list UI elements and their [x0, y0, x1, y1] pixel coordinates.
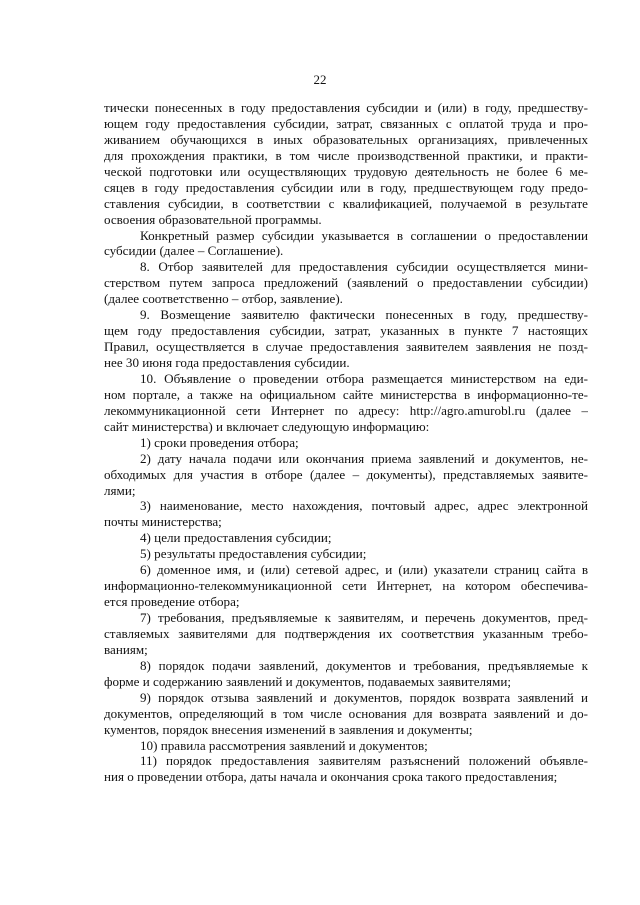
text-line: документов, определяющий в том числе основания для возврата заявлений и до-: [104, 705, 588, 721]
text-line: 5) результаты предоставления субсидии;: [140, 546, 367, 562]
text-line: лекоммуникационной сети Интернет по адресу: http://agro.amurobl.ru (далее –: [104, 402, 588, 418]
text-line: ставляемых заявителями для подтверждения их соответствия указанным требо-: [104, 625, 588, 641]
text-line: 6) доменное имя, и (или) сетевой адрес, и (или) указатели страниц сайта в: [140, 562, 588, 578]
text-line: ваниям;: [104, 641, 148, 657]
text-line: лями;: [104, 482, 136, 498]
paragraph: [104, 451, 588, 499]
text-line: 9. Возмещение заявителю фактически понесенных в году, предшеству-: [140, 307, 588, 323]
paragraph: [104, 307, 588, 371]
text-line: нее 30 июня года предоставления субсидии.: [104, 355, 350, 370]
text-line: 10) правила рассмотрения заявлений и документов;: [140, 737, 428, 753]
text-line: стерством путем запроса предложений (заявлений о предоставлении субсидии): [104, 275, 588, 291]
paragraph: [104, 371, 588, 435]
text-line: форме и содержанию заявлений и документов, подаваемых заявителями;: [104, 673, 511, 689]
text-line: 11) порядок предоставления заявителям разъяснений положений объявле-: [140, 753, 588, 769]
paragraph: [104, 738, 588, 754]
text-line: ющем году предоставления субсидии, затрат, связанных с оплатой труда и про-: [104, 115, 588, 131]
text-line: 3) наименование, место нахождения, почтовый адрес, адрес электронной: [140, 498, 588, 514]
paragraph: [104, 546, 588, 562]
text-line: кументов, порядок внесения изменений в заявления и документы;: [104, 721, 473, 737]
paragraph: [104, 435, 588, 451]
text-line: Конкретный размер субсидии указывается в соглашении о предоставлении: [140, 227, 588, 243]
text-line: ном портале, а также на официальном сайте министерства в информационно-те-: [104, 386, 588, 402]
text-line: сяцев в году предоставления субсидии или в году, предшествующем году предо-: [104, 179, 588, 195]
text-line: сайт министерства) и включает следующую информацию:: [104, 418, 430, 434]
text-line: 9) порядок отзыва заявлений и документов, порядок возврата заявлений и: [140, 689, 588, 705]
paragraph: [104, 753, 588, 785]
text-line: ческой подготовки или осуществляющих трудовую деятельность не более 6 ме-: [104, 163, 588, 179]
paragraph: [104, 100, 588, 228]
text-line: 8. Отбор заявителей для предоставления субсидии осуществляется мини-: [140, 259, 588, 275]
text-line: освоения образовательной программы.: [104, 211, 322, 227]
text-line: Правил, осуществляется в случае предоставления заявителем заявления не позд-: [104, 339, 588, 355]
text-line: 7) требования, предъявляемые к заявителям, и перечень документов, пред-: [140, 610, 588, 625]
document-body: [104, 100, 588, 785]
text-line: обходимых для участия в отборе (далее – документы), представляемых заявите-: [104, 466, 588, 482]
text-line: (далее соответственно – отбор, заявление).: [104, 291, 343, 307]
text-line: почты министерства;: [104, 514, 222, 530]
paragraph: [104, 498, 588, 530]
text-line: для прохождения практики, в том числе производственной практики, и практи-: [104, 147, 588, 163]
text-line: субсидии (далее – Соглашение).: [104, 243, 284, 259]
text-line: 10. Объявление о проведении отбора размещается министерством на еди-: [140, 370, 588, 386]
text-line: 8) порядок подачи заявлений, документов и требования, предъявляемые к: [140, 657, 588, 673]
text-line: живанием обучающихся в иных образовательных организациях, привлеченных: [104, 131, 588, 147]
text-line: тически понесенных в году предоставления субсидии и (или) в году, предшеству-: [104, 100, 588, 115]
text-line: 1) сроки проведения отбора;: [140, 434, 299, 450]
text-line: ется проведение отбора;: [104, 594, 240, 610]
text-line: 2) дату начала подачи или окончания приема заявлений и документов, не-: [140, 450, 588, 466]
text-line: щем году предоставления субсидии, затрат, указанных в пункте 7 настоящих: [104, 323, 588, 339]
text-line: 4) цели предоставления субсидии;: [140, 530, 332, 546]
text-line: ставления субсидии, в соответствии с квалификацией, получаемой в результате: [104, 195, 588, 211]
page-number: 22: [313, 72, 327, 87]
paragraph: [104, 690, 588, 738]
paragraph: [104, 562, 588, 610]
paragraph: [104, 658, 588, 690]
text-line: ния о проведении отбора, даты начала и окончания срока такого предоставления;: [104, 769, 558, 785]
text-line: информационно-телекоммуникационной сети Интернет, на котором обеспечива-: [104, 578, 588, 594]
paragraph: [104, 259, 588, 307]
paragraph: [104, 228, 588, 260]
paragraph: [104, 610, 588, 658]
paragraph: [104, 530, 588, 546]
